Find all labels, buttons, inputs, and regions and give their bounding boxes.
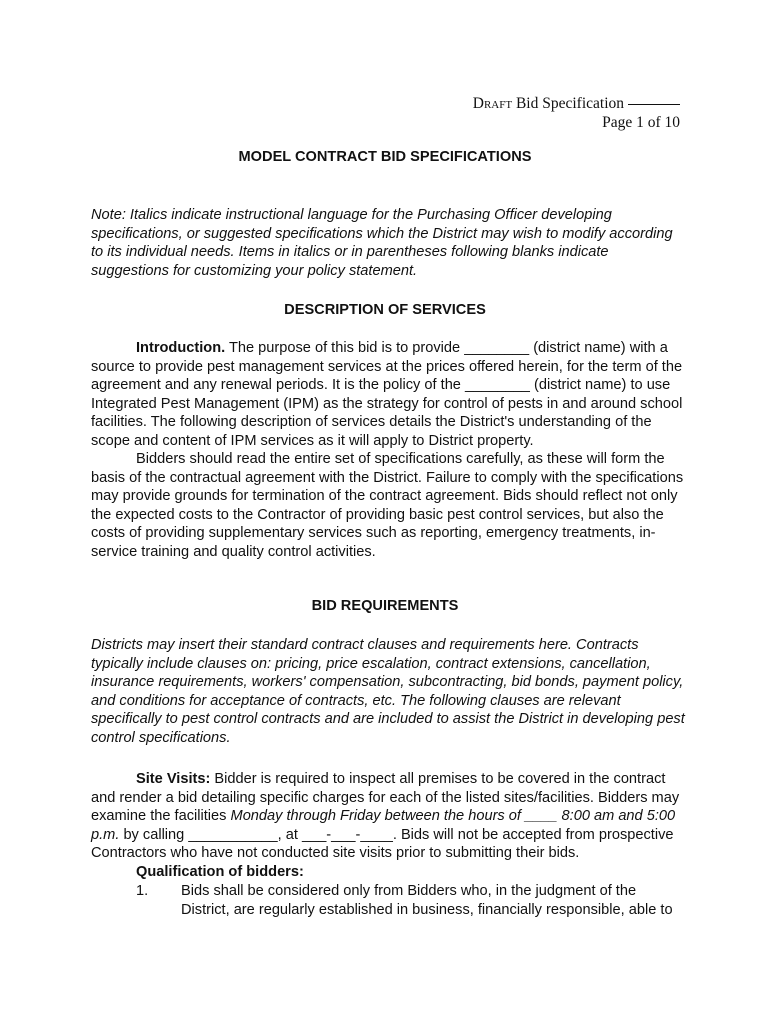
bid-spec-label: Bid Specification bbox=[515, 95, 624, 112]
qualification-item-number: 1. bbox=[136, 883, 149, 899]
site-visits-hours: Monday through Friday between the hours of ____ 8:00 am and 5:00 p.m. bbox=[91, 808, 676, 843]
spec-blank-line bbox=[628, 104, 680, 105]
qualification-item bbox=[136, 882, 686, 919]
introduction-label: Introduction. bbox=[136, 340, 226, 356]
site-visits-text-1: Bidder is required to inspect all premises to be covered in the contract and render a bid detailing specific charges for each of the listed sites/facilities. Bidders may examine the facilities bbox=[91, 771, 680, 825]
instruction-note: Note: Italics indicate instructional language for the Purchasing Officer developing specifications, or suggested specifications which the District may wish to modify according to its individual needs. Items in italics or in parentheses following blanks indicate suggestions for customizing your policy statement. bbox=[91, 207, 673, 279]
description-heading: DESCRIPTION OF SERVICES bbox=[284, 302, 486, 318]
page-header bbox=[473, 94, 680, 132]
introduction-paragraph bbox=[91, 339, 687, 451]
bidders-paragraph: Bidders should read the entire set of specifications carefully, as these will form the basis of the contractual agreement with the District. Failure to comply with the specifications may provide grounds for termination of the contract agreement. Bids should reflect not only the expected costs to the Contractor of providing basic pest control services, but also the costs of providing supplementary services such as reporting, emergency treatments, in-service training and quality control activities. bbox=[91, 451, 684, 560]
document-title: MODEL CONTRACT BID SPECIFICATIONS bbox=[238, 149, 532, 165]
draft-label: Draft bbox=[472, 95, 513, 112]
site-visits-paragraph bbox=[91, 770, 687, 863]
page-number: Page 1 of 10 bbox=[602, 114, 680, 131]
bid-requirements-heading: BID REQUIREMENTS bbox=[311, 598, 459, 614]
qualification-heading: Qualification of bidders: bbox=[136, 864, 304, 880]
qualification-item-text: Bids shall be considered only from Bidders who, in the judgment of the District, are regularly established in business, financially responsible, able to bbox=[181, 883, 673, 918]
introduction-text: The purpose of this bid is to provide ________ (district name) with a source to provide pest management services at the prices offered herein, for the term of the agreement and any renewal periods. It is the policy of the ________ (district name) to use Integrated Pest Management (IPM) as the strategy for control of pests in and around school facilities. The following description of services details the District's understanding of the scope and content of IPM services as it will apply to District property. bbox=[91, 340, 683, 449]
districts-paragraph: Districts may insert their standard contract clauses and requirements here. Contracts typically include clauses on: pricing, price escalation, contract extensions, cancellation, insurance requirements, workers' compensation, subcontracting, bid bonds, payment policy, and conditions for acceptance of contracts, etc. The following clauses are relevant specifically to pest control contracts and are included to assist the District in developing pest control specifications. bbox=[91, 637, 685, 746]
site-visits-text-2: by calling ___________, at ___-___-____. Bids will not be accepted from prospective Contractors who have not conducted site visits prior to submitting their bids. bbox=[91, 826, 674, 862]
site-visits-label: Site Visits: bbox=[136, 771, 211, 787]
spec-line bbox=[473, 94, 680, 113]
